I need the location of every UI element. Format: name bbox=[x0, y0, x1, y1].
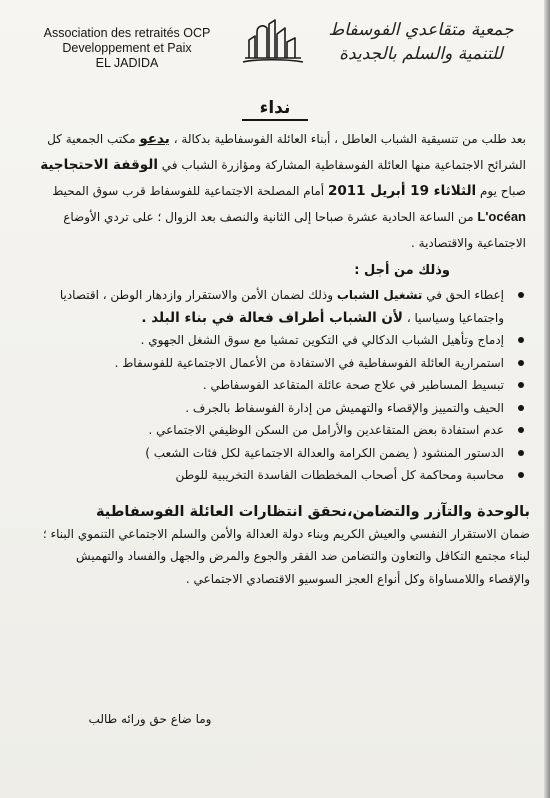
intro-paragraph: بعد طلب من تنسيقية الشباب العاطل ، أبناء العائلة الفوسفاطية بدكالة ، يدعو مكتب الجمعية كل الشرائح الاجتماعية منها العائلة الفوسفاطية المشاركة ومؤازرة الشباب في الوقفة الاحتجاجية صباح يوم الثلاثاء 19 أبريل 2011 أمام المصلحة الاجتماعية للفوسفاط قرب سوق المحيط L'océan من الساعة الحادية عشرة صباحا إلى الثانية والنصف بعد الزوال ؛ على تردي الأوضاع الاجتماعية والاقتصادية . bbox=[40, 131, 526, 250]
intro-event: الوقفة الاحتجاجية bbox=[40, 157, 158, 173]
letterhead bbox=[0, 0, 550, 90]
list-item: إعطاء الحق في تشغيل الشباب وذلك لضمان الأمن والاستقرار وازدهار الوطن ، اقتصاديا واجتماعيا وسياسيا ، لأن الشباب أطراف فعالة في بناء البلد . bbox=[34, 284, 530, 329]
goals-heading: وذلك من أجل : bbox=[354, 263, 450, 278]
list-item: محاسبة ومحاكمة كل أصحاب المخططات الفاسدة التخريبية للوطن bbox=[34, 464, 530, 487]
goals-list bbox=[34, 284, 530, 487]
page-edge-shadow bbox=[544, 0, 550, 798]
bullet-icon bbox=[518, 472, 524, 478]
closing-proverb: وما ضاع حق ورائه طالب bbox=[88, 712, 212, 726]
list-item: استمرارية العائلة الفوسفاطية في الاستفادة من الأعمال الاجتماعية للفوسفاط . bbox=[34, 352, 530, 375]
fr-org-line-3: EL JADIDA bbox=[95, 56, 159, 70]
bullet-icon bbox=[518, 337, 524, 343]
bullet-icon bbox=[518, 450, 524, 456]
intro-call-verb: يدعو bbox=[139, 131, 170, 147]
closing-paragraph: ضمان الاستقرار النفسي والعيش الكريم وبناء دولة العدالة والأمن والسلم الاجتماعي التنموي البناء ؛ لبناء مجتمع التكافل والتعاون والتضامن ضد الفقر والجوع والمرض والجهل والفساد والتهميش والإقصاء واللامساواة وكل أنواع العجز السوسيو الاقتصادي الاجتماعي . bbox=[42, 526, 530, 586]
list-item: عدم استفادة بعض المتقاعدين والأرامل من السكن الوظيفي الاجتماعي . bbox=[34, 419, 530, 442]
intro-market-name: L'océan bbox=[477, 209, 526, 224]
list-item: إدماج وتأهيل الشباب الدكالي في التكوين تمشيا مع سوق الشغل الجهوي . bbox=[34, 329, 530, 352]
slogan-heading: بالوحدة والتآزر والتضامن،نحقق انتظارات العائلة الفوسفاطية bbox=[96, 503, 530, 520]
list-item: الحيف والتمييز والإقصاء والتهميش من إدارة الفوسفاط بالجرف . bbox=[34, 397, 530, 420]
ar-org-line-2: للتنمية والسلم بالجديدة bbox=[339, 44, 503, 64]
list-item: تبسيط المساطير في علاج صحة عائلة المتقاعد الفوسفاطي . bbox=[34, 374, 530, 397]
fr-org-line-2: Developpement et Paix bbox=[62, 41, 192, 55]
bullet-icon bbox=[518, 427, 524, 433]
association-building-logo bbox=[243, 18, 305, 64]
document-title: نداء bbox=[0, 98, 550, 118]
bullet-icon bbox=[518, 405, 524, 411]
ar-org-line-1: جمعية متقاعدي الفوسفاط bbox=[328, 20, 514, 40]
french-org-name bbox=[12, 26, 242, 71]
fr-org-line-1: Association des retraités OCP bbox=[43, 26, 211, 40]
bullet-icon bbox=[518, 360, 524, 366]
bullet-icon bbox=[518, 292, 524, 298]
bullet-icon bbox=[518, 382, 524, 388]
list-item: الدستور المنشود ( يضمن الكرامة والعدالة الاجتماعية لكل فئات الشعب ) bbox=[34, 442, 530, 465]
intro-date: الثلاثاء 19 أبريل 2011 bbox=[327, 183, 477, 199]
document-body bbox=[34, 126, 530, 590]
arabic-org-name bbox=[306, 18, 536, 66]
